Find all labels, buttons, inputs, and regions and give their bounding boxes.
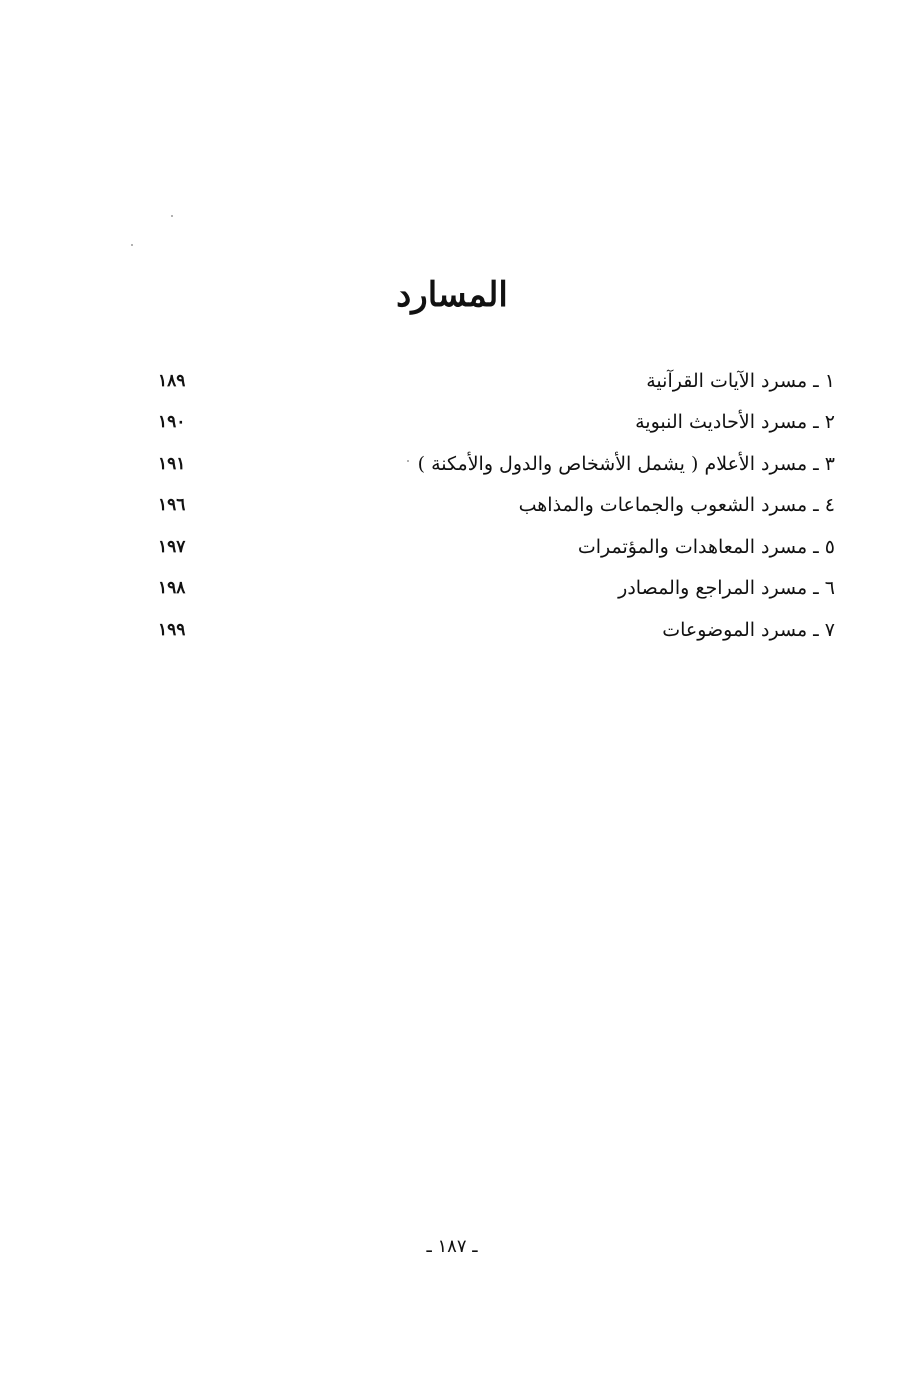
toc-entry-label: ٣ ـ مسرد الأعلام ( يشمل الأشخاص والدول والأمكنة ) [417, 452, 835, 475]
toc-entry [150, 443, 835, 485]
toc-page-number: ١٩٦ [158, 495, 186, 516]
toc-page-number: ١٩٩ [158, 619, 186, 640]
page-number-footer: ـ ١٨٧ ـ [426, 1236, 478, 1257]
toc-entry-label: ٦ ـ مسرد المراجع والمصادر [618, 577, 835, 600]
toc-page-number: ١٩٧ [158, 536, 186, 557]
table-of-contents [150, 360, 835, 651]
toc-entry [150, 568, 835, 610]
scan-speck [171, 215, 173, 217]
scan-speck [131, 244, 133, 246]
toc-page-number: ١٨٩ [158, 370, 186, 391]
toc-entry-label: ٧ ـ مسرد الموضوعات [662, 618, 835, 641]
toc-entry [150, 609, 835, 651]
toc-page-number: ١٩٨ [158, 578, 186, 599]
toc-entry-label: ١ ـ مسرد الآيات القرآنية [646, 369, 835, 392]
page-title: المسارد [396, 275, 508, 315]
toc-page-number: ١٩١ [158, 453, 186, 474]
toc-entry [150, 485, 835, 527]
toc-entry-label: ٤ ـ مسرد الشعوب والجماعات والمذاهب [518, 494, 835, 517]
toc-page-number: ١٩٠ [158, 412, 186, 433]
toc-entry-label: ٢ ـ مسرد الأحاديث النبوية [635, 411, 835, 434]
toc-entry-label: ٥ ـ مسرد المعاهدات والمؤتمرات [577, 535, 835, 558]
toc-entry [150, 526, 835, 568]
toc-entry [150, 360, 835, 402]
toc-entry [150, 402, 835, 444]
